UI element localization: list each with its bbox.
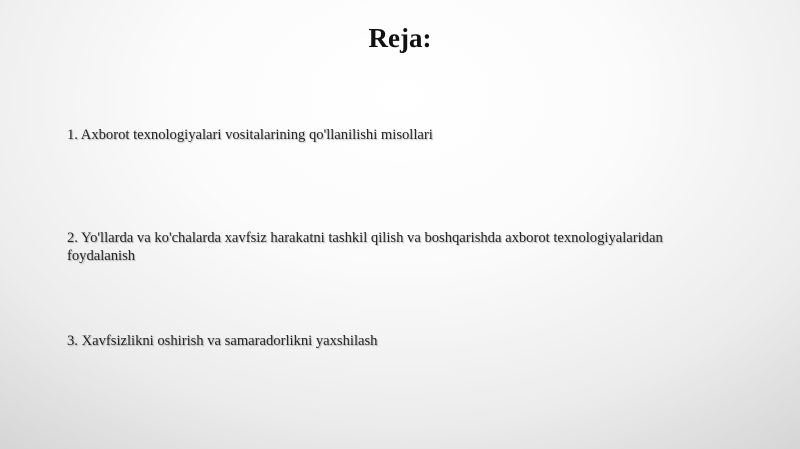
slide-title: Reja:: [368, 23, 432, 53]
plan-item-2: 2. Yo'llarda va ko'chalarda xavfsiz harakatni tashkil qilish va boshqarishda axborot texnologiyalaridan foydalanish: [67, 230, 663, 264]
plan-item-3: 3. Xavfsizlikni oshirish va samaradorlikni yaxshilash: [67, 333, 378, 349]
plan-item-1: 1. Axborot texnologiyalari vositalarining qo'llanilishi misollari: [67, 127, 433, 143]
